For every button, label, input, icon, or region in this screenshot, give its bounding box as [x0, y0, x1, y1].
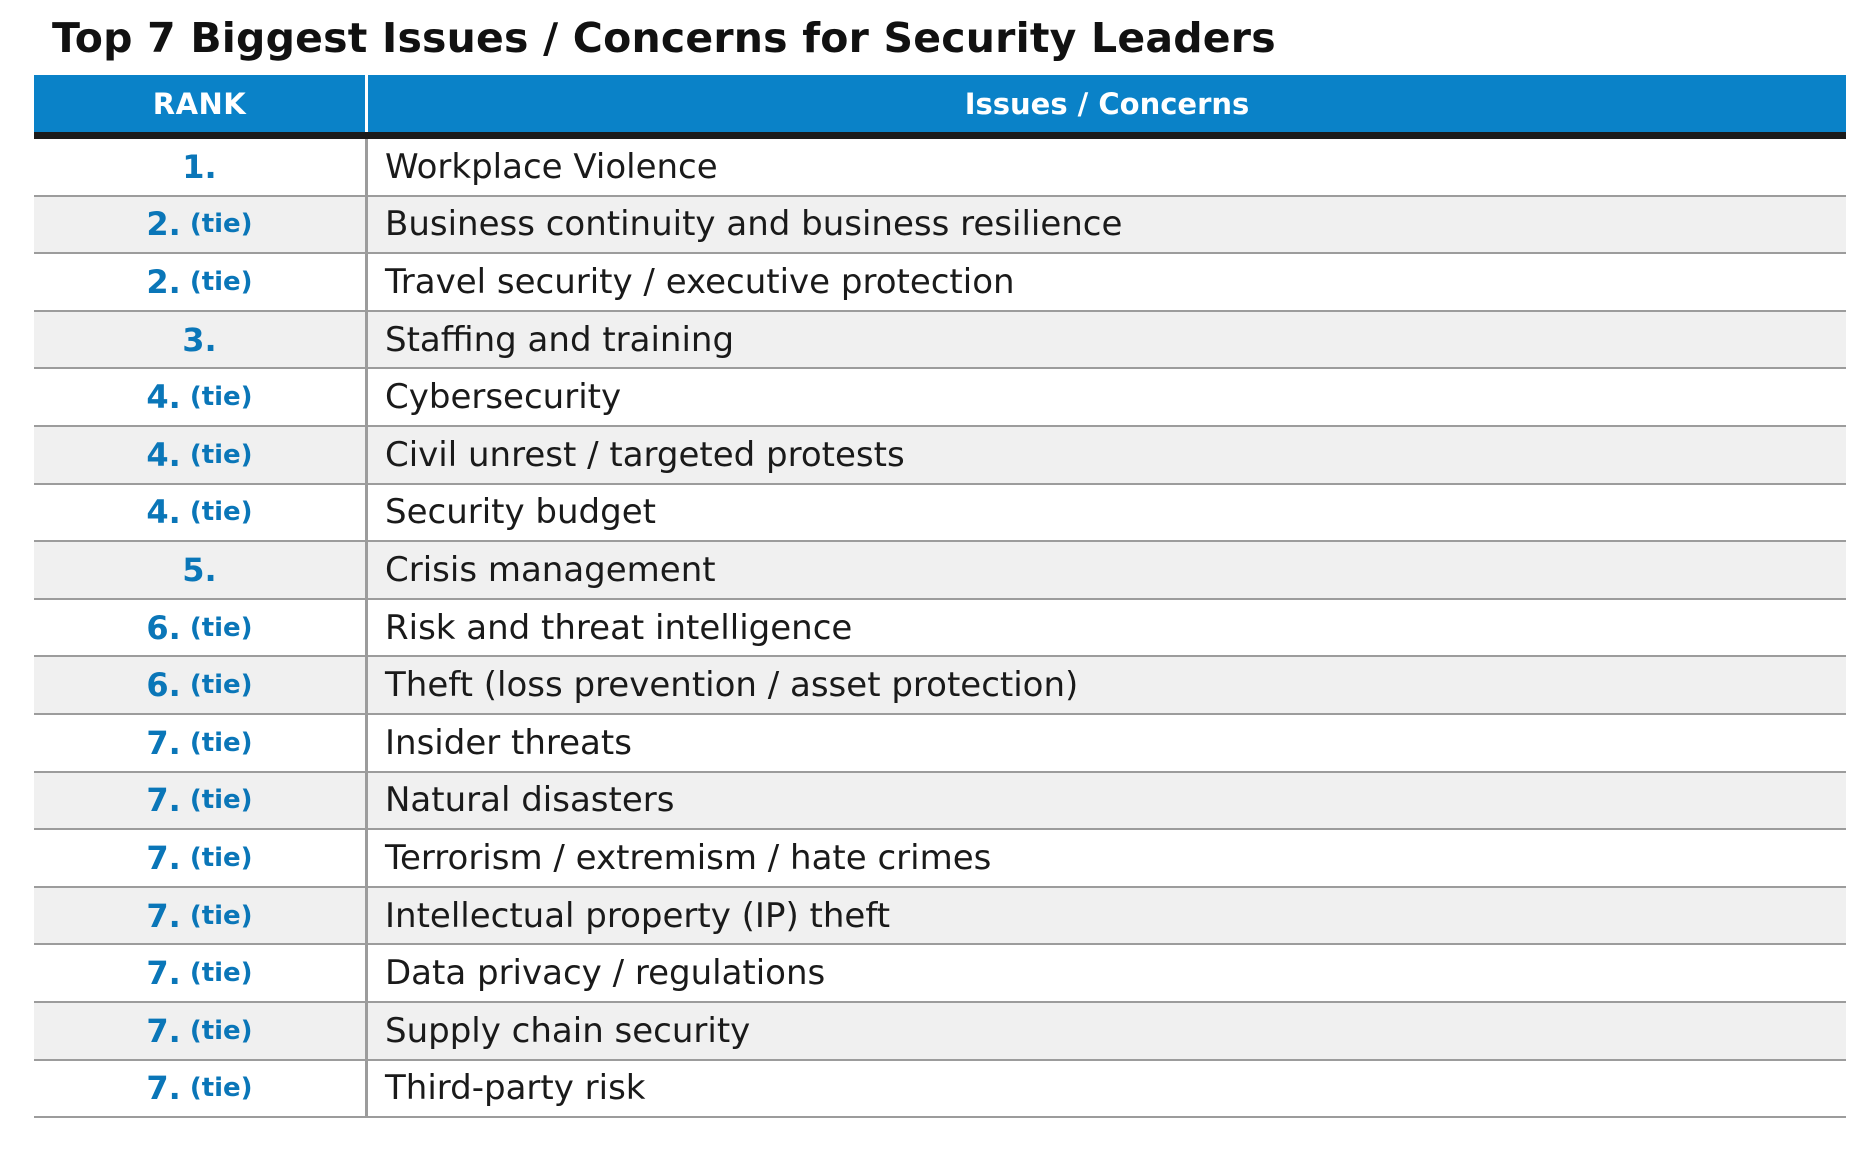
- issue-cell: Risk and threat intelligence: [385, 607, 853, 648]
- rank-tie-label: (tie): [189, 497, 253, 528]
- table-row: [34, 369, 1846, 427]
- rank-number: 6.: [146, 666, 181, 705]
- table-row: [34, 773, 1846, 831]
- issue-cell: Business continuity and business resilience: [385, 204, 1123, 245]
- issue-cell: Civil unrest / targeted protests: [385, 434, 905, 475]
- table-row: [34, 715, 1846, 773]
- table-row: [34, 542, 1846, 600]
- issue-cell: Insider threats: [385, 722, 632, 763]
- issue-cell: Crisis management: [385, 549, 716, 590]
- rank-number: 2.: [146, 205, 181, 244]
- rank-number: 7.: [146, 838, 181, 877]
- table-body: [34, 139, 1846, 1118]
- rank-tie-label: (tie): [189, 785, 253, 816]
- table-row: [34, 657, 1846, 715]
- rank-number: 7.: [146, 896, 181, 935]
- rank-number: 7.: [146, 723, 181, 762]
- issue-cell: Security budget: [385, 492, 656, 533]
- rank-cell: [34, 1061, 368, 1117]
- rank-cell: [34, 1003, 368, 1059]
- rank-number: 4.: [146, 378, 181, 417]
- rank-cell: [34, 254, 368, 310]
- rank-number: 2.: [146, 262, 181, 301]
- rank-tie-label: (tie): [189, 266, 253, 297]
- table-row: [34, 830, 1846, 888]
- rank-tie-label: (tie): [189, 958, 253, 989]
- issue-cell: Cybersecurity: [385, 377, 622, 418]
- header-issue: Issues / Concerns: [964, 86, 1250, 121]
- issue-cell: Theft (loss prevention / asset protection): [385, 665, 1079, 706]
- table-row: [34, 1003, 1846, 1061]
- rank-cell: [34, 600, 368, 656]
- table-row: [34, 600, 1846, 658]
- page-title: Top 7 Biggest Issues / Concerns for Security Leaders: [52, 14, 1276, 62]
- table-row: [34, 427, 1846, 485]
- rank-cell: [34, 197, 368, 253]
- rank-tie-label: (tie): [189, 727, 253, 758]
- rank-cell: [34, 773, 368, 829]
- table-row: [34, 1061, 1846, 1119]
- rank-number: 7.: [146, 954, 181, 993]
- issue-cell: Travel security / executive protection: [385, 261, 1015, 302]
- issue-cell: Intellectual property (IP) theft: [385, 895, 891, 936]
- rank-cell: [34, 715, 368, 771]
- ranking-table: [34, 75, 1846, 1118]
- issue-cell: Natural disasters: [385, 780, 675, 821]
- rank-number: 6.: [146, 608, 181, 647]
- rank-number: 4.: [146, 435, 181, 474]
- rank-number: 7.: [146, 1011, 181, 1050]
- rank-number: 1.: [182, 147, 217, 186]
- table-row: [34, 888, 1846, 946]
- rank-tie-label: (tie): [189, 209, 253, 240]
- table-row: [34, 254, 1846, 312]
- rank-cell: [34, 830, 368, 886]
- rank-tie-label: (tie): [189, 1073, 253, 1104]
- issue-cell: Workplace Violence: [385, 146, 718, 187]
- issue-cell: Third-party risk: [385, 1068, 646, 1109]
- rank-cell: [34, 888, 368, 944]
- rank-cell: [34, 369, 368, 425]
- rank-tie-label: (tie): [189, 842, 253, 873]
- header-rank: RANK: [34, 75, 368, 132]
- rank-number: 5.: [182, 550, 217, 589]
- table-row: [34, 485, 1846, 543]
- rank-tie-label: (tie): [189, 612, 253, 643]
- rank-number: 7.: [146, 781, 181, 820]
- rank-cell: [34, 312, 368, 368]
- issue-cell: Terrorism / extremism / hate crimes: [385, 837, 992, 878]
- rank-cell: [34, 139, 368, 195]
- rank-cell: [34, 485, 368, 541]
- rank-tie-label: (tie): [189, 439, 253, 470]
- table-row: [34, 197, 1846, 255]
- rank-number: 7.: [146, 1069, 181, 1108]
- rank-number: 4.: [146, 493, 181, 532]
- table-row: [34, 945, 1846, 1003]
- issue-cell: Staffing and training: [385, 319, 735, 360]
- rank-cell: [34, 542, 368, 598]
- rank-tie-label: (tie): [189, 900, 253, 931]
- issue-cell: Data privacy / regulations: [385, 953, 826, 994]
- rank-cell: [34, 427, 368, 483]
- rank-number: 3.: [182, 320, 217, 359]
- table-row: [34, 312, 1846, 370]
- rank-tie-label: (tie): [189, 382, 253, 413]
- rank-tie-label: (tie): [189, 1015, 253, 1046]
- issue-cell: Supply chain security: [385, 1010, 751, 1051]
- rank-cell: [34, 945, 368, 1001]
- table-header: [34, 75, 1846, 139]
- rank-cell: [34, 657, 368, 713]
- table-row: [34, 139, 1846, 197]
- rank-tie-label: (tie): [189, 670, 253, 701]
